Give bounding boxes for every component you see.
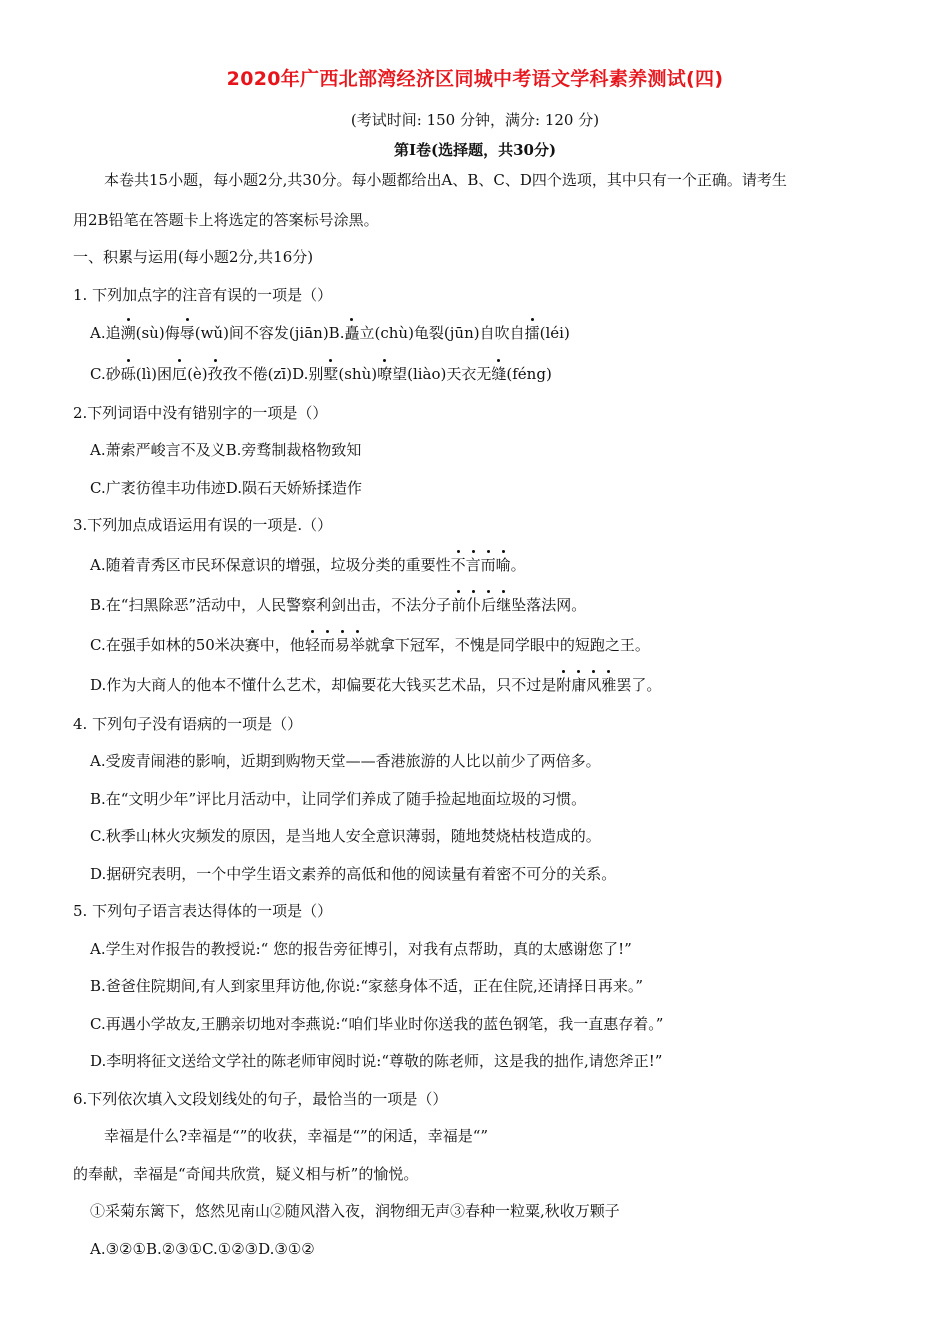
text-segment: (sù)侮 [135,324,180,342]
text-segment: B.在“扫黑除恶”活动中，人民警察利剑出击，不法分子 [90,596,452,614]
q1-option-cd [90,364,552,384]
dotted-char: 喻 [495,556,511,574]
q4-option-b: B.在“文明少年”评比月活动中，让同学们养成了随手捡起地面垃圾的习惯。 [90,790,587,808]
text-segment: 。 [510,556,526,574]
q6-paragraph-line-1: 幸福是什么?幸福是“”的收获，幸福是“”的闲适，幸福是“” [104,1127,489,1145]
dotted-char: 言 [465,556,481,574]
intro-line-2: 用2B铅笔在答题卡上将选定的答案标号涂黑。 [73,211,379,229]
dotted-char: 附 [556,676,572,694]
text-segment: (shù) [338,365,378,383]
q4-option-a: A.受废青闹港的影响，近期到购物天堂——香港旅游的人比以前少了两倍多。 [90,752,601,770]
q5-option-c: C.再遇小学故友,王鹏亲切地对李燕说:“咱们毕业时你送我的蓝色钢笔，我一直惠存着。” [90,1015,664,1033]
dotted-char: 前 [451,596,467,614]
dotted-char: 缝 [491,365,507,383]
text-segment: 孜不倦(zī)D.别 [222,365,324,383]
text-segment: (è) [187,365,208,383]
dotted-char: 继 [496,596,512,614]
text-segment: 坠落法网。 [511,596,587,614]
dotted-char: 举 [349,636,365,654]
dotted-char: 而 [319,636,335,654]
dotted-char: 风 [586,676,602,694]
dotted-char: 溯 [120,324,136,342]
exam-title: 2020年广西北部湾经济区同城中考语文学科素养测试(四) [226,68,724,90]
q5-option-b: B.爸爸住院期间,有人到家里拜访他,你说:“家慈身体不适，正在住院,还请择日再来。” [90,977,643,995]
exam-info: (考试时间: 150 分钟，满分: 120 分) [350,111,600,129]
dotted-char: 擂 [524,324,540,342]
q2-option-cd: C.广袤彷徨丰功伟迹D.陨石天娇矫揉造作 [90,479,362,497]
q2-stem: 2.下列词语中没有错别字的一项是（） [73,404,328,422]
dotted-char: 墅 [323,365,339,383]
q4-option-d: D.据研究表明，一个中学生语文素养的高低和他的阅读量有着密不可分的关系。 [90,865,617,883]
q6-stem: 6.下列依次填入文段划线处的句子，最恰当的一项是（） [73,1090,448,1108]
dotted-char: 后 [481,596,497,614]
text-segment: C.在强手如林的50米决赛中，他 [90,636,305,654]
dotted-char: 辱 [179,324,195,342]
dotted-char: 而 [480,556,496,574]
text-segment: 罢了。 [616,676,662,694]
text-segment: 立(chù)龟裂(jūn)自吹自 [359,324,525,342]
q2-option-ab: A.萧索严峻言不及义B.旁骛制裁格物致知 [90,441,362,459]
text-segment: (féng) [506,365,552,383]
dotted-char: 砾 [120,365,136,383]
q6-choices: ①采菊东篱下，悠然见南山②随风潜入夜，润物细无声③春种一粒粟,秋收万颗子 [90,1202,620,1220]
dotted-char: 仆 [466,596,482,614]
text-segment: C.砂 [90,365,121,383]
dotted-char: 雅 [601,676,617,694]
q3-option-b [90,595,586,615]
section-1-heading: 一、积累与运用(每小题2分,共16分) [73,248,314,266]
dotted-char: 嘹 [377,365,393,383]
dotted-char: 矗 [344,324,360,342]
dotted-char: 轻 [304,636,320,654]
text-segment: (lì)困 [135,365,173,383]
dotted-char: 孜 [207,365,223,383]
q5-option-a: A.学生对作报告的教授说:“ 您的报告旁征博引，对我有点帮助，真的太感谢您了!” [90,940,632,958]
q3-option-d [90,675,661,695]
q4-stem: 4. 下列句子没有语病的一项是（） [73,715,303,733]
q5-stem: 5. 下列句子语言表达得体的一项是（） [73,902,333,920]
q6-options: A.③②①B.②③①C.①②③D.③①② [90,1240,315,1258]
q4-option-c: C.秋季山林火灾频发的原因，是当地人安全意识薄弱，随地焚烧枯枝造成的。 [90,827,601,845]
q1-stem: 1. 下列加点字的注音有误的一项是（） [73,286,333,304]
text-segment: 望(liào)天衣无 [392,365,492,383]
q6-paragraph-line-2: 的奉献，幸福是“奇闻共欣赏，疑义相与析”的愉悦。 [73,1165,419,1183]
dotted-char: 易 [334,636,350,654]
q3-stem: 3.下列加点成语运用有误的一项是.（） [73,516,333,534]
dotted-char: 不 [450,556,466,574]
dotted-char: 庸 [571,676,587,694]
text-segment: 就拿下冠军，不愧是同学眼中的短跑之王。 [364,636,650,654]
dotted-char: 厄 [172,365,188,383]
q3-option-c [90,635,650,655]
text-segment: (léi) [539,324,570,342]
q1-option-ab [90,323,570,343]
text-segment: D.作为大商人的他本不懂什么艺术，却偏要花大钱买艺术品，只不过是 [90,676,557,694]
q5-option-d: D.李明将征文送给文学社的陈老师审阅时说:“尊敬的陈老师，这是我的拙作,请您斧正!” [90,1052,663,1070]
text-segment: A.追 [90,324,121,342]
intro-line-1: 本卷共15小题，每小题2分,共30分。每小题都给出A、B、C、D四个选项，其中只有一个正确。请考生 [104,171,787,189]
q3-option-a [90,555,526,575]
text-segment: A.随着青秀区市民环保意识的增强，垃圾分类的重要性 [90,556,451,574]
volume1-title: 第Ⅰ卷(选择题，共30分) [393,141,557,159]
text-segment: (wǔ)间不容发(jiān)B. [194,324,345,342]
